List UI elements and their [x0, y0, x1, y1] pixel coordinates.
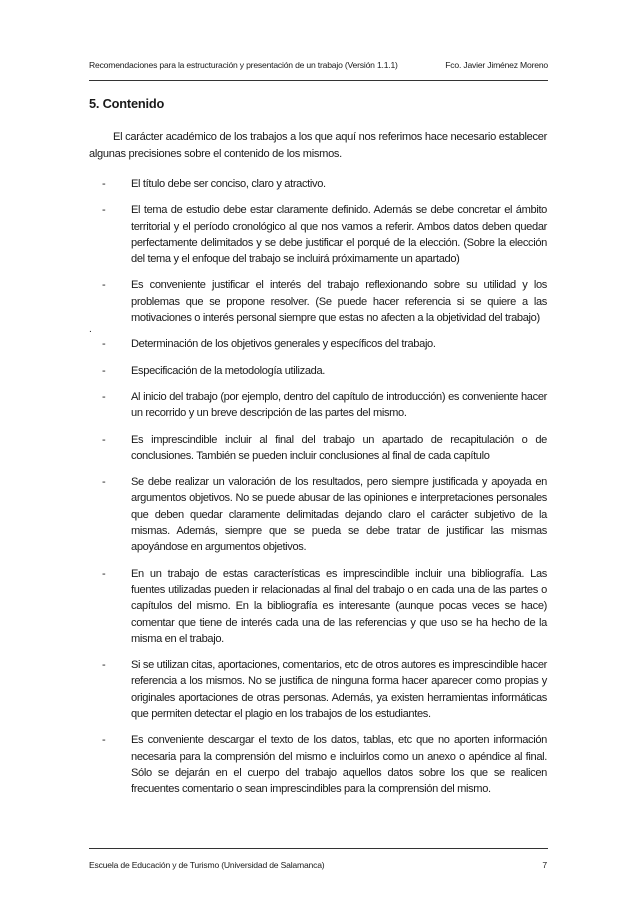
list-bullet-dash: - — [102, 734, 106, 747]
list-item-text: Al inicio del trabajo (por ejemplo, dentro del capítulo de introducción) es conveniente hacer un recorrido y un breve descripción de las partes del mismo. — [131, 390, 547, 420]
list-bullet-dash: - — [102, 279, 106, 292]
list-bullet-dash: - — [102, 178, 106, 190]
list-item-text: Es conveniente descargar el texto de los datos, tablas, etc que no aporten información necesaria para la comprensión del mismo e incluirlos como un anexo o apéndice al final. Sólo se dejarán en el cuerpo del trabajo aquellos datos sobre los que se realicen frecuentes comentario o sean imprescindibles para la comprensión del mismo. — [131, 734, 547, 796]
list-bullet-dash: - — [102, 390, 106, 403]
list-item — [89, 363, 547, 379]
header-author: Fco. Javier Jiménez Moreno — [445, 60, 548, 70]
list-item — [89, 474, 547, 555]
list-bullet-dash: - — [102, 364, 106, 377]
section-title: 5. Contenido — [89, 96, 165, 111]
list-item-text: Especificación de la metodología utilizada. — [131, 364, 326, 377]
list-bullet-dash: - — [102, 476, 106, 489]
list-item-text: El tema de estudio debe estar claramente definido. Además se debe concretar el ámbito territorial y el período cronológico al que nos vamos a referir. Ambos datos deben quedar perfectamente delimitados y se debe justificar el porqué de la elección. (Sobre la elección del tema y el enfoque del trabajo se incluirá próximamente un apartado) — [131, 204, 547, 266]
list-item — [89, 202, 547, 267]
list-item-text: Si se utilizan citas, aportaciones, comentarios, etc de otros autores es imprescindible hacer referencia a los mismos. No se justifica de ninguna forma hacer aparecer como propias y originales aportaciones de otras personas. Además, ya existen herramientas informáticas que permiten detectar el plagio en los trabajos de los estudiantes. — [131, 659, 547, 721]
list-item — [89, 336, 547, 352]
list-item — [89, 432, 547, 465]
list-item-text: Determinación de los objetivos generales y específicos del trabajo. — [131, 338, 436, 351]
page-footer — [89, 860, 547, 870]
list-item-text: Es conveniente justificar el interés del trabajo reflexionando sobre su utilidad y los problemas que se propone resolver. (Se puede hacer referencia si se quiere a las motivaciones o interés personal siempre que estas no afecten a la objetividad del trabajo) — [131, 279, 547, 325]
list-item — [89, 176, 547, 192]
list-item-text: El título debe ser conciso, claro y atractivo. — [131, 178, 326, 190]
list-item — [89, 566, 547, 647]
list-item-text: Es imprescindible incluir al final del trabajo un apartado de recapitulación o de conclusiones. También se pueden incluir conclusiones al final de cada capítulo — [131, 433, 547, 462]
content-list — [89, 176, 547, 808]
list-bullet-dash: - — [102, 204, 106, 217]
list-item — [89, 389, 547, 422]
list-item-text: Se debe realizar un valoración de los resultados, pero siempre justificada y apoyada en argumentos objetivos. No se puede abusar de las opiniones e interpretaciones personales que deben quedar claramente delimitadas dejando claro el carácter subjetivo de la mismas. Además, siempre que se pueda se debe tratar de justificar las mismas apoyándose en argumentos objetivos. — [131, 476, 547, 554]
stray-dot: . — [89, 324, 92, 335]
list-bullet-dash: - — [102, 659, 106, 672]
list-item — [89, 277, 547, 326]
footer-institution: Escuela de Educación y de Turismo (Universidad de Salamanca) — [89, 860, 325, 870]
page-number: 7 — [542, 860, 547, 870]
list-bullet-dash: - — [102, 567, 106, 580]
list-item — [89, 732, 547, 797]
intro-paragraph: El carácter académico de los trabajos a los que aquí nos referimos hace necesario establecer algunas precisiones sobre el contenido de los mismos. — [89, 131, 547, 160]
list-bullet-dash: - — [102, 433, 106, 446]
footer-rule — [89, 848, 548, 849]
list-item-text: En un trabajo de estas características es imprescindible incluir una bibliografía. Las fuentes utilizadas pueden ir relacionadas al final del trabajo o en cada una de las partes o capítulos del mismo. En la bibliografía es interesante (aunque pocas veces se hace) comentar que tiene de interés cada una de las referencias y que uso se ha hecho de la misma en el trabajo. — [131, 567, 547, 645]
header-rule — [89, 80, 548, 81]
page-header — [89, 60, 548, 70]
list-bullet-dash: - — [102, 338, 106, 351]
list-item — [89, 657, 547, 722]
header-document-title: Recomendaciones para la estructuración y presentación de un trabajo (Versión 1.1.1) — [89, 60, 398, 70]
